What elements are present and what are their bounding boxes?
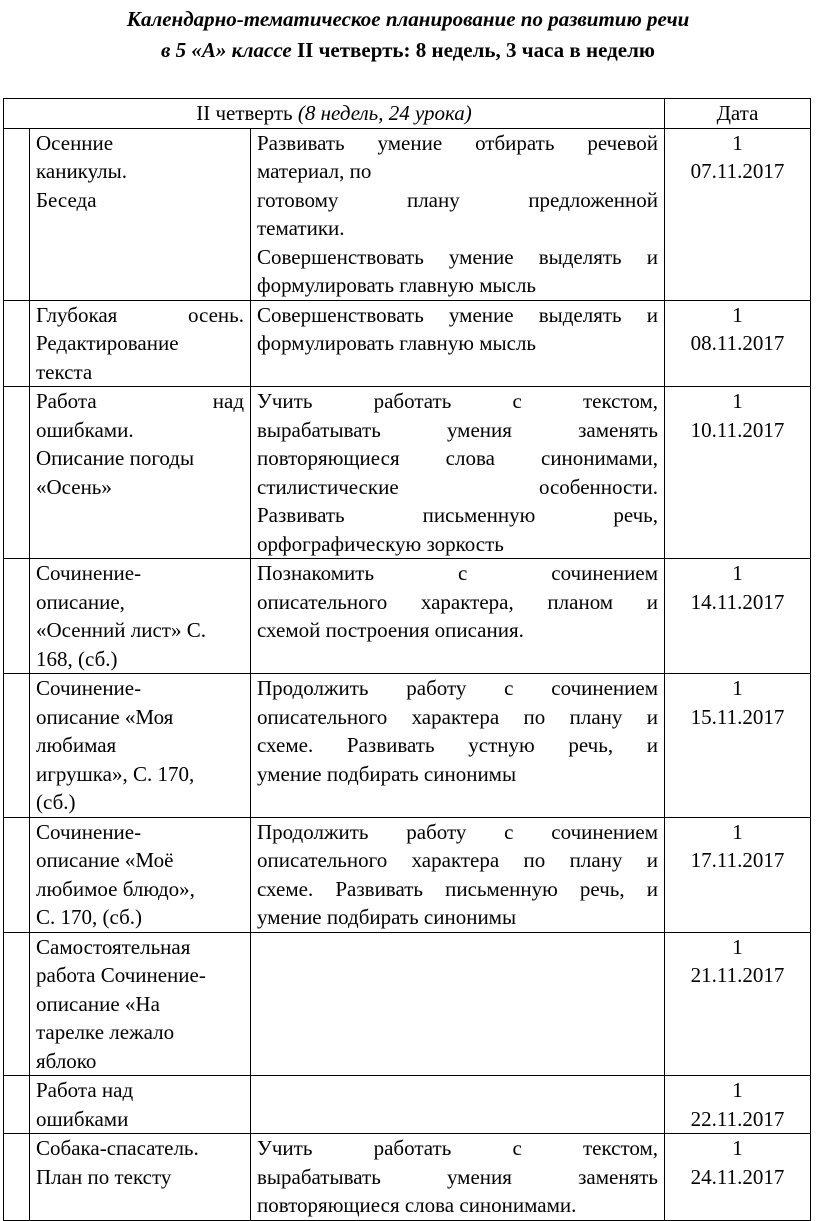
lesson-topic-line: описание «Моё <box>36 848 174 872</box>
table-row <box>4 674 811 818</box>
lesson-date: 08.11.2017 <box>690 331 785 355</box>
lesson-goal-cell <box>251 128 665 300</box>
lesson-hours: 1 <box>732 389 743 413</box>
lesson-topic-line: С. 170, (сб.) <box>36 905 143 929</box>
lesson-goal-line: умение подбирать синонимы <box>257 905 517 929</box>
table-row <box>4 1076 811 1134</box>
lesson-topic-line: Глубокая осень. <box>36 302 244 327</box>
table-row <box>4 817 811 932</box>
lesson-goal-line: схеме. Развивать письменную речь, и <box>257 876 659 901</box>
lesson-hours: 1 <box>732 1136 743 1160</box>
lesson-topic-line: Беседа <box>36 187 97 212</box>
table-row <box>4 300 811 387</box>
lesson-hours: 1 <box>732 561 743 585</box>
lesson-goal-line: Совершенствовать умение выделять и <box>257 244 659 269</box>
lesson-date: 21.11.2017 <box>690 963 785 987</box>
lesson-goal-line: вырабатывать умения заменять <box>257 417 659 442</box>
lesson-topic-line: Осенние <box>36 130 114 155</box>
lesson-topic-line: План по тексту <box>36 1164 172 1189</box>
lesson-date-cell <box>665 1076 811 1134</box>
lesson-topic-line: Сочинение- <box>36 819 142 844</box>
lesson-date: 22.11.2017 <box>690 1106 785 1131</box>
lesson-topic-line: «Осень» <box>36 474 112 499</box>
lesson-goal-cell <box>251 387 665 559</box>
lesson-date-cell <box>665 128 811 300</box>
row-margin-cell <box>4 817 30 932</box>
table-row <box>4 559 811 674</box>
lesson-hours: 1 <box>732 302 743 327</box>
lesson-date-cell <box>665 932 811 1076</box>
lesson-topic-line: (сб.) <box>36 790 76 814</box>
title-quarter-info: II четверть: 8 недель, 3 часа в неделю <box>291 38 655 62</box>
lesson-date: 07.11.2017 <box>690 159 785 183</box>
lesson-goal-line: формулировать главную мысль <box>257 331 537 355</box>
lesson-goal-line: Познакомить с сочинением <box>257 561 659 585</box>
lesson-goal-line: Учить работать с текстом, <box>257 1136 659 1160</box>
lesson-hours: 1 <box>732 819 743 844</box>
table-row <box>4 128 811 300</box>
lesson-date-cell <box>665 817 811 932</box>
quarter-header-bold: II четверть <box>196 101 298 125</box>
lesson-goal-line: Продолжить работу с сочинением <box>257 676 659 700</box>
lesson-goal-line: материал, по <box>257 159 372 183</box>
lesson-topic-cell <box>30 674 251 818</box>
lesson-goal-cell <box>251 559 665 674</box>
lesson-goal-line: стилистические особенности. <box>257 474 659 499</box>
lesson-topic-line: Описание погоды <box>36 446 195 470</box>
lesson-topic-line: «Осенний лист» С. <box>36 618 206 642</box>
date-header: Дата <box>665 99 811 129</box>
lesson-topic-cell <box>30 387 251 559</box>
lesson-topic-line: Работа над <box>36 1078 134 1102</box>
lesson-topic-cell <box>30 932 251 1076</box>
row-margin-cell <box>4 932 30 1076</box>
lesson-goal-cell <box>251 817 665 932</box>
lesson-topic-cell <box>30 817 251 932</box>
row-margin-cell <box>4 1134 30 1221</box>
row-margin-cell <box>4 387 30 559</box>
lesson-topic-cell <box>30 559 251 674</box>
lesson-date: 14.11.2017 <box>690 589 785 614</box>
lesson-goal-line: Развивать письменную речь, <box>257 503 659 527</box>
lesson-hours: 1 <box>732 934 743 959</box>
lesson-plan-table <box>3 98 811 1221</box>
lesson-date-cell <box>665 559 811 674</box>
lesson-goal-line: орфографическую зоркость <box>257 531 504 556</box>
lesson-date: 15.11.2017 <box>690 704 785 729</box>
lesson-date: 24.11.2017 <box>690 1164 785 1189</box>
lesson-topic-line: описание, <box>36 589 125 614</box>
lesson-hours: 1 <box>732 676 743 700</box>
lesson-topic-line: яблоко <box>36 1048 97 1073</box>
lesson-topic-cell <box>30 1134 251 1221</box>
lesson-topic-line: текста <box>36 359 93 384</box>
lesson-topic-line: ошибками <box>36 1106 129 1131</box>
lesson-goal-line: вырабатывать умения заменять <box>257 1164 659 1189</box>
table-row <box>4 1134 811 1221</box>
quarter-header <box>4 99 665 129</box>
lesson-topic-line: описание «Моя <box>36 704 174 729</box>
lesson-date-cell <box>665 387 811 559</box>
lesson-goal-cell <box>251 300 665 387</box>
lesson-topic-line: описание «На <box>36 991 160 1016</box>
lesson-topic-line: каникулы. <box>36 159 128 183</box>
row-margin-cell <box>4 559 30 674</box>
lesson-goal-cell <box>251 932 665 1076</box>
row-margin-cell <box>4 1076 30 1134</box>
lesson-topic-line: работа Сочинение- <box>36 963 206 987</box>
lesson-goal-line: описательного характера, планом и <box>257 589 659 614</box>
lesson-goal-line: описательного характера по плану и <box>257 848 659 872</box>
lesson-goal-line: повторяющиеся слова синонимами, <box>257 446 659 470</box>
title-line-1: Календарно-тематическое планирование по развитию речи <box>126 7 690 31</box>
lesson-goal-line: умение подбирать синонимы <box>257 761 517 786</box>
lesson-topic-line: 168, (сб.) <box>36 646 118 671</box>
table-row <box>4 932 811 1076</box>
quarter-header-italic: (8 недель, 24 урока) <box>297 101 472 125</box>
row-margin-cell <box>4 128 30 300</box>
lesson-goal-line: описательного характера по плану и <box>257 704 659 729</box>
lesson-topic-line: любимое блюдо», <box>36 876 195 901</box>
lesson-hours: 1 <box>732 130 743 155</box>
lesson-goal-line: схеме. Развивать устную речь, и <box>257 733 659 757</box>
lesson-topic-cell <box>30 128 251 300</box>
table-row <box>4 387 811 559</box>
lesson-goal-line: Развивать умение отбирать речевой <box>257 130 659 155</box>
lesson-goal-line: повторяющиеся слова синонимами. <box>257 1193 577 1217</box>
lesson-goal-line: готовому плану предложенной <box>257 187 659 212</box>
title-line-2 <box>0 35 816 66</box>
row-margin-cell <box>4 300 30 387</box>
lesson-goal-cell <box>251 674 665 818</box>
lesson-goal-line: Совершенствовать умение выделять и <box>257 302 659 327</box>
table-header-row <box>4 99 811 129</box>
lesson-topic-cell <box>30 300 251 387</box>
lesson-goal-line: тематики. <box>257 216 345 240</box>
lesson-goal-line: схемой построения описания. <box>257 618 524 642</box>
lesson-topic-line: тарелке лежало <box>36 1020 175 1044</box>
lesson-topic-line: Работа над <box>36 389 244 413</box>
lesson-date-cell <box>665 1134 811 1221</box>
row-margin-cell <box>4 674 30 818</box>
document-title <box>0 4 816 66</box>
lesson-topic-line: Собака-спасатель. <box>36 1136 199 1160</box>
lesson-hours: 1 <box>732 1078 743 1102</box>
lesson-topic-line: любимая <box>36 733 117 757</box>
lesson-plan-body <box>4 128 811 1221</box>
lesson-topic-line: Редактирование <box>36 331 179 355</box>
lesson-topic-line: Самостоятельная <box>36 934 191 959</box>
lesson-topic-line: игрушка», С. 170, <box>36 761 195 786</box>
lesson-topic-line: Сочинение- <box>36 561 142 585</box>
lesson-topic-cell <box>30 1076 251 1134</box>
lesson-goal-cell <box>251 1076 665 1134</box>
lesson-topic-line: ошибками. <box>36 417 134 442</box>
lesson-goal-line: Продолжить работу с сочинением <box>257 819 659 844</box>
lesson-goal-line: формулировать главную мысль <box>257 273 537 297</box>
lesson-date-cell <box>665 674 811 818</box>
lesson-date-cell <box>665 300 811 387</box>
lesson-date: 17.11.2017 <box>690 848 785 872</box>
title-class-label: в 5 «А» классе <box>161 38 292 62</box>
lesson-goal-line: Учить работать с текстом, <box>257 389 659 413</box>
lesson-topic-line: Сочинение- <box>36 676 142 700</box>
lesson-goal-cell <box>251 1134 665 1221</box>
lesson-date: 10.11.2017 <box>690 417 785 442</box>
